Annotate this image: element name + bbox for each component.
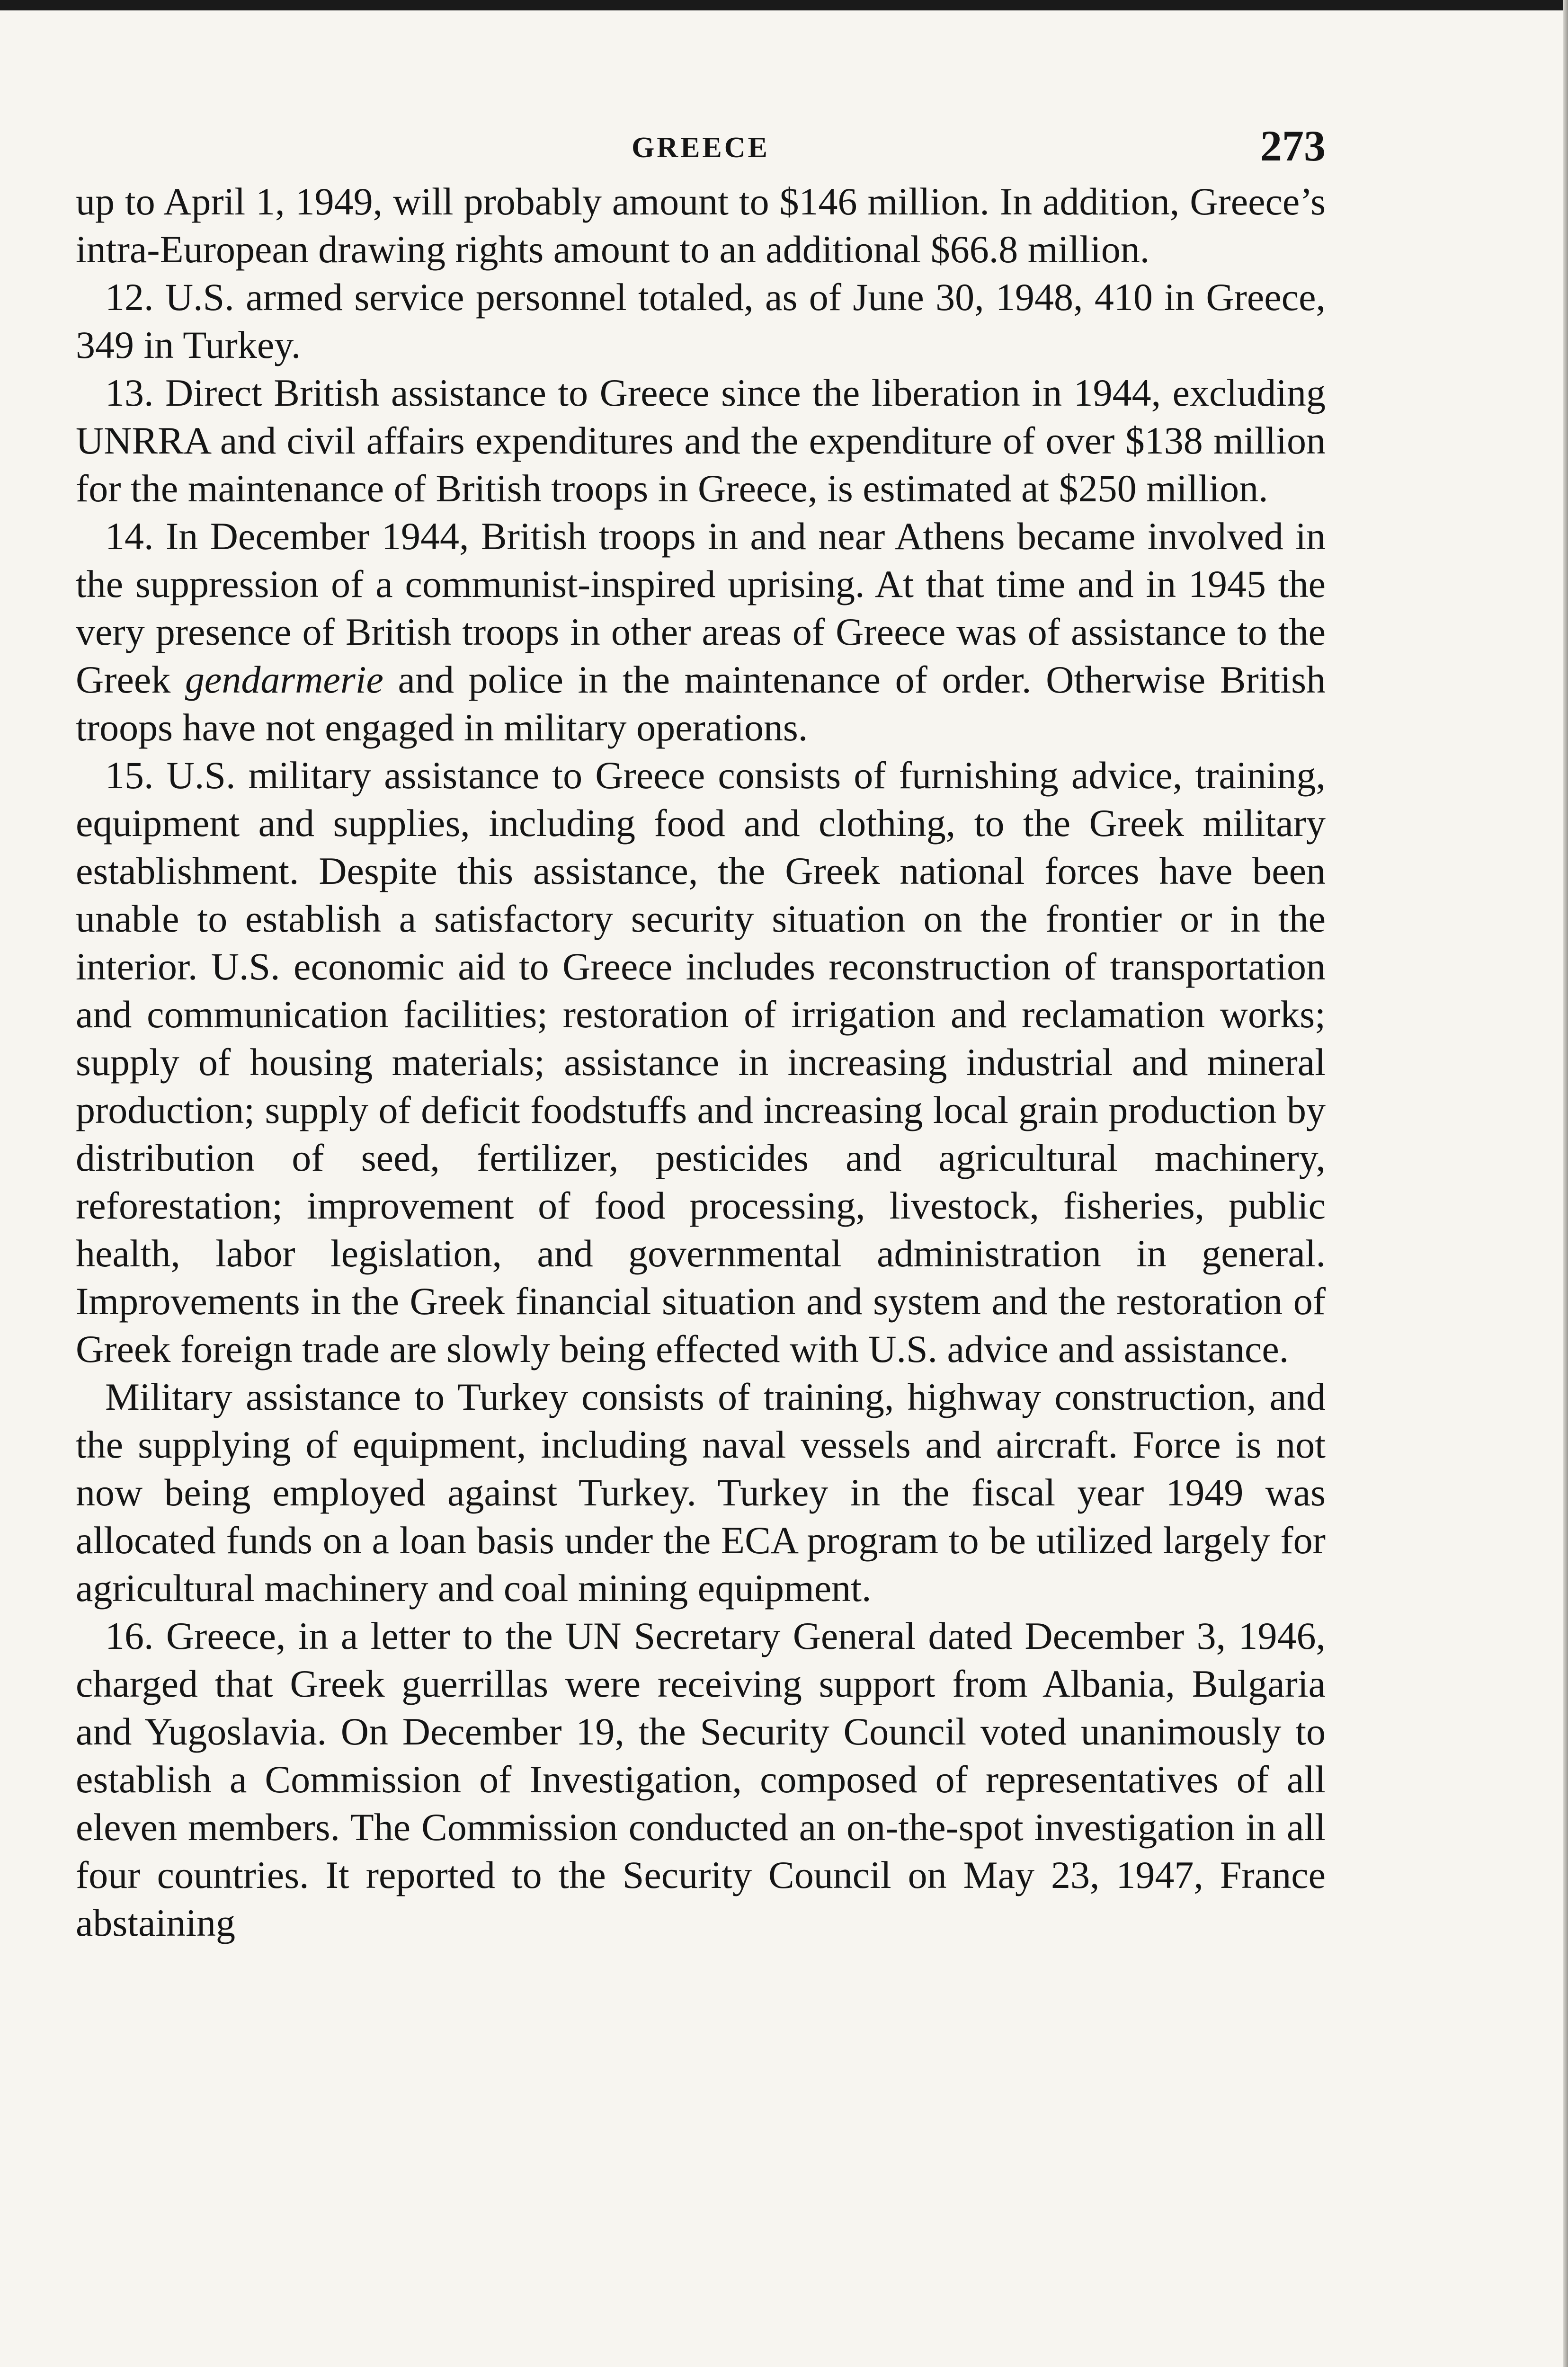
page-number: 273 (1260, 122, 1326, 170)
paragraph-13: 13. Direct British assistance to Greece since the liberation in 1944, excluding UNRRA and civil affairs expenditures and the expenditure of over $138 million for the maintenance of British troops in Greece, is estimated at $250 million. (76, 371, 1326, 510)
running-head (76, 121, 1326, 178)
right-scan-edge (1563, 0, 1568, 2367)
paragraph-14-part-2: and police in the maintenance of order. Otherwise British troops have not engaged in military operations. (76, 658, 1326, 749)
paragraph-14-part-1: 14. In December 1944, British troops in and near Athens became involved in the suppression of a communist-inspired uprising. At that time and in 1945 the very presence of British troops in other areas of Greece was of assistance to the Greek (76, 515, 1326, 701)
book-page (76, 121, 1326, 1947)
paragraph-14-italic-term: gendarmerie (185, 658, 383, 701)
paragraph-14 (76, 512, 1326, 751)
top-scan-edge (0, 0, 1568, 10)
paragraph-12: 12. U.S. armed service personnel totaled, as of June 30, 1948, 410 in Greece, 349 in Turkey. (76, 276, 1326, 366)
paragraph-continuation: up to April 1, 1949, will probably amount to $146 million. In addition, Greece’s intra-European drawing rights amount to an additional $66.8 million. (76, 180, 1326, 271)
body-text (76, 178, 1326, 1947)
paragraph-16: 16. Greece, in a letter to the UN Secretary General dated December 3, 1946, charged that Greek guerrillas were receiving support from Albania, Bulgaria and Yugoslavia. On December 19, the Security Council voted unanimously to establish a Commission of Investigation, composed of representatives of all eleven members. The Commission conducted an on-the-spot investigation in all four countries. It reported to the Security Council on May 23, 1947, France abstaining (76, 1614, 1326, 1944)
paragraph-15: 15. U.S. military assistance to Greece consists of furnishing advice, training, equipment and supplies, including food and clothing, to the Greek military establishment. Despite this assistance, the Greek national forces have been unable to establish a satisfactory security situation on the frontier or in the interior. U.S. economic aid to Greece includes reconstruction of transportation and communication facilities; restoration of irrigation and reclamation works; supply of housing materials; assistance in increasing industrial and mineral production; supply of deficit foodstuffs and increasing local grain production by distribution of seed, fertilizer, pesticides and agricultural machinery, reforestation; improvement of food processing, livestock, fisheries, public health, labor legislation, and governmental administration in general. Improvements in the Greek financial situation and system and the restoration of Greek foreign trade are slowly being effected with U.S. advice and assistance. (76, 754, 1326, 1370)
running-title: GREECE (632, 132, 770, 164)
paragraph-turkey: Military assistance to Turkey consists of training, highway construction, and the supplying of equipment, including naval vessels and aircraft. Force is not now being employed against Turkey. Turkey in the fiscal year 1949 was allocated funds on a loan basis under the ECA program to be utilized largely for agricultural machinery and coal mining equipment. (76, 1375, 1326, 1610)
